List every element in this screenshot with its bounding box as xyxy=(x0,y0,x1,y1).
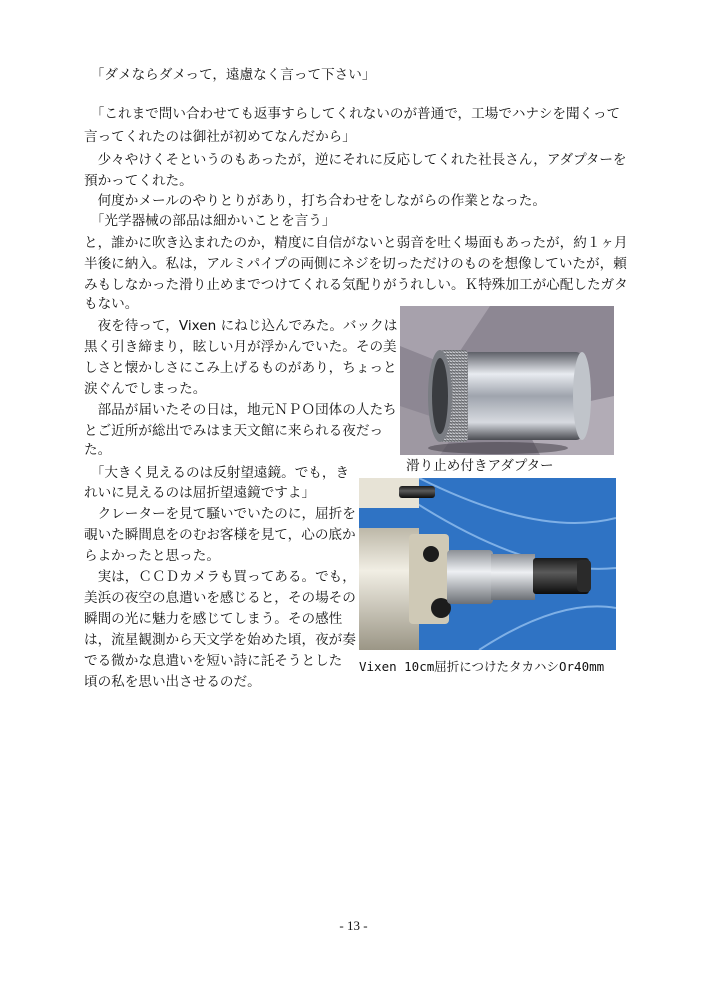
text-line: と，誰かに吹き込まれたのか，精度に自信がないと弱音を吐く場面もあったが，約１ヶ月 xyxy=(84,235,628,251)
text-line: れいに見えるのは屈折望遠鏡ですよ」 xyxy=(84,485,316,501)
page-number: - 13 - xyxy=(339,918,368,933)
text-line: た。 xyxy=(84,442,112,458)
text-line: でる微かな息遣いを短い詩に託そうとした xyxy=(84,653,343,669)
telescope-caption: Vixen 10cm屈折につけたタカハシOr40mm xyxy=(359,659,605,674)
text-line: 覗いた瞬間息をのむお客様を見て，心の底か xyxy=(84,527,356,543)
telescope-photo xyxy=(359,478,616,650)
text-line: 頃の私を思い出させるのだ。 xyxy=(84,674,261,690)
telescope-illustration xyxy=(359,478,616,650)
text-line: 「ダメならダメって，遠慮なく言って下さい」 xyxy=(84,67,376,83)
text-line: 「光学器械の部品は細かいことを言う」 xyxy=(84,213,336,229)
text-line: 言ってくれたのは御社が初めてなんだから」 xyxy=(84,129,356,145)
text-line: 美浜の夜空の息遣いを感じると，その場その xyxy=(84,590,356,606)
text-line: 涙ぐんでしまった。 xyxy=(84,381,207,397)
text-line: 夜を待って，Vixen にねじ込んでみた。バックは xyxy=(84,318,398,334)
text-line: 少々やけくそというのもあったが，逆にそれに反応してくれた社長さん，アダプターを xyxy=(84,152,627,168)
text-line: 「大きく見えるのは反射望遠鏡。でも，き xyxy=(84,465,350,481)
text-line: 実は，ＣＣＤカメラも買ってある。でも， xyxy=(84,569,356,585)
text-line: らよかったと思った。 xyxy=(84,548,220,564)
text-line: 部品が届いたその日は，地元ＮＰＯ団体の人たち xyxy=(84,402,397,418)
text-line: 半後に納入。私は，アルミパイプの両側にネジを切っただけのものを想像していたが，頼 xyxy=(84,256,627,272)
text-line: もない。 xyxy=(84,296,139,312)
text-line: 黒く引き締まり，眩しい月が浮かんでいた。その美 xyxy=(84,339,397,355)
adapter-photo xyxy=(400,306,614,455)
text-line: クレーターを見て騒いでいたのに，屈折を xyxy=(84,506,356,522)
text-line: しさと懐かしさにこみ上げるものがあり，ちょっと xyxy=(84,360,397,376)
text-line: 預かってくれた。 xyxy=(84,173,193,189)
text-line: 何度かメールのやりとりがあり，打ち合わせをしながらの作業となった。 xyxy=(84,193,546,209)
text-line: 「これまで問い合わせても返事すらしてくれないのが普通で，工場でハナシを聞くって xyxy=(84,106,621,122)
adapter-caption: 滑り止め付きアダプター xyxy=(406,458,554,474)
text-line: とご近所が総出でみはま天文館に来られる夜だっ xyxy=(84,423,384,439)
adapter-illustration xyxy=(400,306,614,455)
text-line: みもしなかった滑り止めまでつけてくれる気配りがうれしい。Ｋ特殊加工が心配したガタ xyxy=(84,277,628,293)
text-line: 瞬間の光に魅力を感じてしまう。その感性 xyxy=(84,611,343,627)
text-line: は，流星観測から天文学を始めた頃，夜が奏 xyxy=(84,632,356,648)
